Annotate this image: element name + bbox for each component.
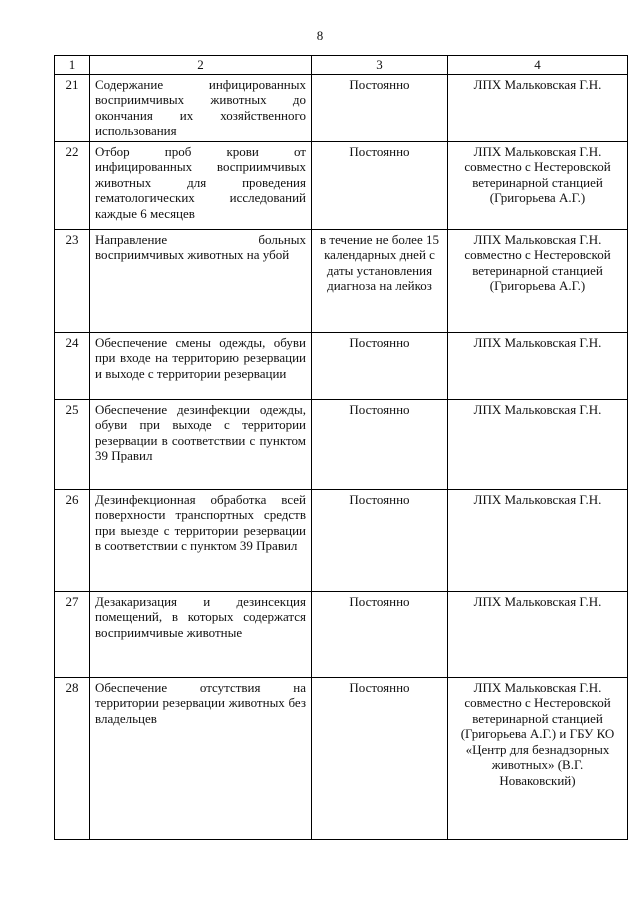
column-header-4: 4 xyxy=(448,56,628,75)
column-header-1: 1 xyxy=(55,56,90,75)
measure-responsible: ЛПХ Мальковская Г.Н. совместно с Нестеровской ветеринарной станцией (Григорьева А.Г.) xyxy=(448,229,628,332)
measure-description: Дезинфекционная обработка всей поверхности транспортных средств при выезде с территории резервации в соответствии с пунктом 39 Правил xyxy=(90,489,312,591)
measure-description: Обеспечение дезинфекции одежды, обуви при выходе с территории резервации в соответствии с пунктом 39 Правил xyxy=(90,399,312,489)
measure-responsible: ЛПХ Мальковская Г.Н. совместно с Нестеровской ветеринарной станцией (Григорьева А.Г.) и ГБУ КО «Центр для безнадзорных животных» (В.Г. Новаковский) xyxy=(448,677,628,839)
row-number: 23 xyxy=(55,229,90,332)
row-number: 21 xyxy=(55,74,90,141)
measure-term: Постоянно xyxy=(312,489,448,591)
measure-responsible: ЛПХ Мальковская Г.Н. совместно с Нестеровской ветеринарной станцией (Григорьева А.Г.) xyxy=(448,141,628,229)
row-number: 22 xyxy=(55,141,90,229)
measure-term: Постоянно xyxy=(312,399,448,489)
table-row xyxy=(55,591,628,677)
column-header-3: 3 xyxy=(312,56,448,75)
table-row xyxy=(55,677,628,839)
measure-responsible: ЛПХ Мальковская Г.Н. xyxy=(448,332,628,399)
measure-term: в течение не более 15 календарных дней с даты установления диагноза на лейкоз xyxy=(312,229,448,332)
measure-description: Направление больных восприимчивых животных на убой xyxy=(90,229,312,332)
row-number: 28 xyxy=(55,677,90,839)
row-number: 25 xyxy=(55,399,90,489)
table-row xyxy=(55,399,628,489)
table-row xyxy=(55,489,628,591)
measure-term: Постоянно xyxy=(312,677,448,839)
measure-description: Дезакаризация и дезинсекция помещений, в которых содержатся восприимчивые животные xyxy=(90,591,312,677)
measure-term: Постоянно xyxy=(312,332,448,399)
measure-description: Обеспечение отсутствия на территории резервации животных без владельцев xyxy=(90,677,312,839)
table-row xyxy=(55,74,628,141)
measure-responsible: ЛПХ Мальковская Г.Н. xyxy=(448,591,628,677)
header-row xyxy=(55,56,628,75)
row-number: 26 xyxy=(55,489,90,591)
table-row xyxy=(55,332,628,399)
measure-term: Постоянно xyxy=(312,74,448,141)
measure-responsible: ЛПХ Мальковская Г.Н. xyxy=(448,489,628,591)
measures-table xyxy=(54,55,628,840)
measure-term: Постоянно xyxy=(312,141,448,229)
measure-description: Отбор проб крови от инфицированных восприимчивых животных для проведения гематологических исследований каждые 6 месяцев xyxy=(90,141,312,229)
measure-term: Постоянно xyxy=(312,591,448,677)
row-number: 24 xyxy=(55,332,90,399)
column-header-2: 2 xyxy=(90,56,312,75)
row-number: 27 xyxy=(55,591,90,677)
measure-description: Содержание инфицированных восприимчивых животных до окончания их хозяйственного использования xyxy=(90,74,312,141)
table-row xyxy=(55,141,628,229)
page-number: 8 xyxy=(316,28,324,43)
measure-description: Обеспечение смены одежды, обуви при входе на территорию резервации и выходе с территории резервации xyxy=(90,332,312,399)
measure-responsible: ЛПХ Мальковская Г.Н. xyxy=(448,74,628,141)
measure-responsible: ЛПХ Мальковская Г.Н. xyxy=(448,399,628,489)
table-row xyxy=(55,229,628,332)
